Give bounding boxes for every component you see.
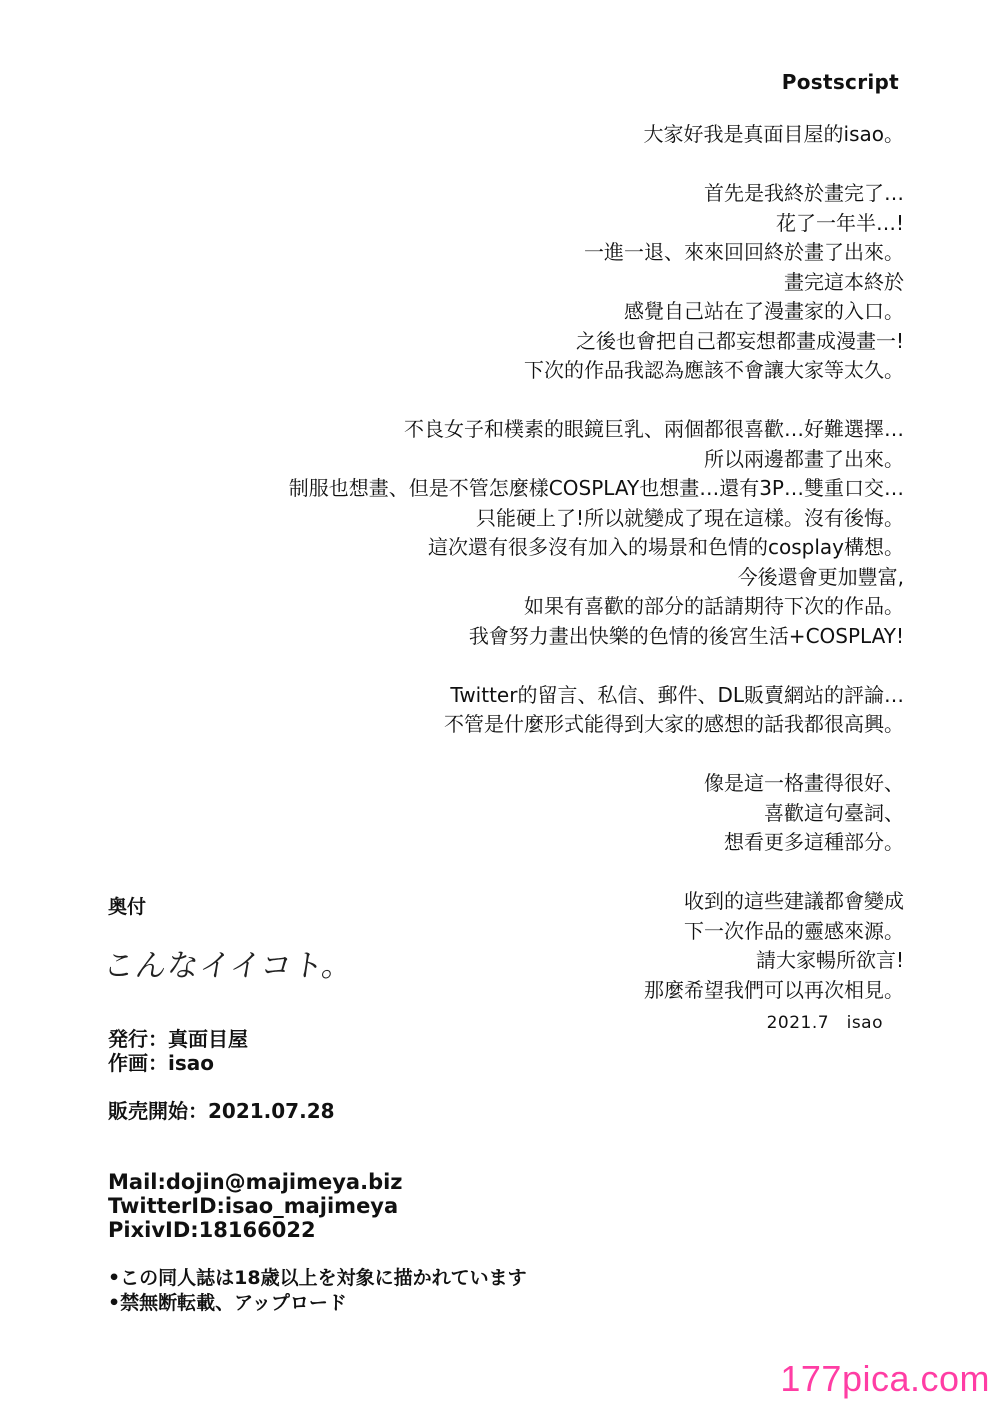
book-title-logo: こんなイイコト。: [100, 948, 357, 984]
notes-block: [108, 1266, 527, 1316]
postscript-paragraph: [144, 681, 904, 740]
postscript-line: 下次的作品我認為應該不會讓大家等太久。: [524, 358, 904, 382]
postscript-body: [144, 120, 904, 1035]
postscript-line: 喜歡這句臺詞、: [764, 800, 904, 825]
postscript-line: 之後也會把自己都妄想都畫成漫畫一!: [575, 328, 904, 353]
postscript-paragraph: [144, 415, 904, 651]
postscript-line: 請大家暢所欲言!: [755, 948, 904, 972]
pixiv-line: PixivID:18166022: [108, 1218, 316, 1242]
postscript-line: 像是這一格畫得很好、: [704, 771, 904, 795]
postscript-line: 如果有喜歡的部分的話請期待下次的作品。: [524, 594, 904, 618]
postscript-line: 這次還有很多沒有加入的場景和色情的cosplay構想。: [428, 535, 904, 559]
reprint-notice: •禁無断転載、アップロード: [108, 1292, 347, 1314]
postscript-line: 畫完這本終於: [784, 269, 904, 294]
postscript-line: 那麼希望我們可以再次相見。: [644, 977, 904, 1002]
release-date-line: 販売開始：2021.07.28: [108, 1099, 335, 1123]
postscript-line: 不良女子和樸素的眼鏡巨乳、兩個都很喜歡…好難選擇…: [404, 417, 904, 441]
publisher-line: 発行：真面目屋: [108, 1027, 248, 1051]
postscript-line: 收到的這些建議都會變成: [684, 889, 904, 913]
postscript-paragraph: [144, 179, 904, 386]
postscript-line: 只能硬上了!所以就變成了現在這樣。沒有後悔。: [475, 505, 904, 530]
postscript-paragraph: [144, 769, 904, 858]
twitter-line: TwitterID:isao_majimeya: [108, 1194, 399, 1218]
postscript-signature: 2021.7 isao: [766, 1013, 883, 1033]
age-notice: •この同人誌は18歳以上を対象に描かれています: [108, 1267, 527, 1289]
postscript-heading: Postscript: [781, 70, 899, 94]
postscript-line: 首先是我終於畫完了…: [704, 181, 904, 205]
artist-line: 作画：isao: [108, 1051, 214, 1075]
release-block: [108, 1099, 335, 1123]
postscript-line: 想看更多這種部分。: [724, 830, 904, 854]
postscript-line: 今後還會更加豐富,: [737, 564, 904, 589]
colophon-label: 奥付: [108, 896, 147, 918]
postscript-line: 一進一退、來來回回終於畫了出來。: [584, 240, 904, 264]
site-watermark: 177pica.com: [780, 1358, 990, 1399]
postscript-line: 所以兩邊都畫了出來。: [704, 446, 904, 471]
mail-line: Mail:dojin@majimeya.biz: [108, 1170, 403, 1194]
postscript-line: 感覺自己站在了漫畫家的入口。: [624, 299, 904, 323]
contact-block: [108, 1170, 403, 1242]
postscript-line: 制服也想畫、但是不管怎麼樣COSPLAY也想畫…還有3P…雙重口交…: [288, 476, 904, 500]
postscript-line: 下一次作品的靈感來源。: [684, 918, 904, 943]
credits-block: [108, 1027, 248, 1075]
postscript-line: Twitter的留言、私信、郵件、DL販賣網站的評論…: [450, 682, 904, 707]
postscript-paragraph: [144, 120, 904, 150]
postscript-line: 花了一年半…!: [775, 210, 904, 235]
postscript-line: 大家好我是真面目屋的isao。: [643, 122, 904, 146]
postscript-line: 我會努力畫出快樂的色情的後宮生活+COSPLAY!: [468, 623, 904, 648]
postscript-line: 不管是什麼形式能得到大家的感想的話我都很高興。: [444, 712, 904, 736]
